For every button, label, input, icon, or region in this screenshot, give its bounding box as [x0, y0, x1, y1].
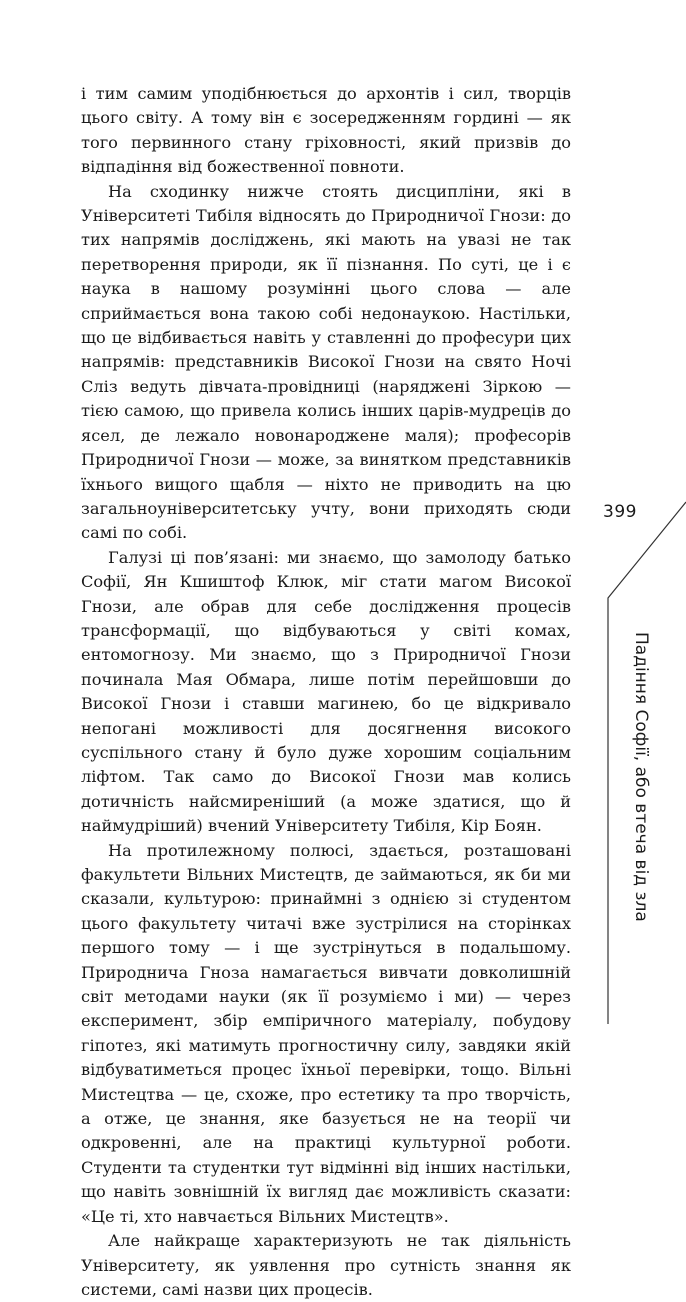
paragraph-1: і тим самим уподібнюється до архонтів і сил, творців цього світу. А тому він є зосередженням гордині — як того первинного стану гріховності, який призвів до відпадіння від божественної повноти.: [81, 84, 571, 177]
main-text: [81, 82, 571, 1302]
paragraph-5: Але найкраще характеризують не так діяльність Університету, як уявлення про сутність знання як системи, самі назви цих процесів.: [81, 1231, 571, 1299]
paragraph-4: На протилежному полюсі, здається, розташовані факультети Вільних Мистецтв, де займаються, як би ми сказали, культурою: принаймні з однією зі студентом цього факультету читачі вже зустрілися на сторінках першого тому — і ще зустрінуться в подальшому. Природнича Гноза намагається вивчати довколишній світ методами науки (як її розуміємо і ми) — через експеримент, збір емпіричного матеріалу, побудову гіпотез, які матимуть прогностичну силу, завдяки якій відбуватиметься процес їхньої перевірки, тощо. Вільні Мистецтва — це, схоже, про естетику та про творчість, а отже, це знання, яке базується не на теорії чи одкровенні, але на практиці культурної роботи. Студенти та студентки тут відмінні від інших настільки, що навіть зовнішній їх вигляд дає можливість сказати: «Це ті, хто навчається Вільних Мистецтв».: [81, 840, 571, 1226]
paragraph-2: На сходинку нижче стоять дисципліни, які в Університеті Тибіля відносять до Природничої Гнози: до тих напрямів досліджень, які мають на увазі не так перетворення природи, як її пізнання. По суті, це і є наука в нашому розумінні цього слова — але сприймається вона такою собі недонаукою. Настільки, що це відбивається навіть у ставленні до професури цих напрямів: представників Високої Гнози на свято Ночі Сліз ведуть дівчата-провідниці (наряджені Зіркою — тією самою, що привела колись інших царів-мудреців до ясел, де лежало новонароджене маля); професорів Природничої Гнози — може, за винятком представників їхнього вищого щабля — ніхто не приводить на цю загальноуніверситетську учту, вони приходять сюди самі по собі.: [81, 181, 571, 543]
running-title: Падіння Софії, або втеча від зла: [631, 632, 651, 922]
page-number: 399: [603, 502, 637, 522]
paragraph-3: Галузі ці пов’язані: ми знаємо, що замолоду батько Софії, Ян Кшиштоф Клюк, міг стати магом Високої Гнози, але обрав для себе дослідження процесів трансформації, що відбуваються у світі комах, ентомогнозу. Ми знаємо, що з Природничої Гнози починала Мая Обмара, лише потім перейшовши до Високої Гнози і ставши магинею, бо це відкривало непогані можливості для досягнення високого суспільного стану й було дуже хорошим соціальним ліфтом. Так само до Високої Гнози мав колись дотичність найсмиреніший (а може здатися, що й наймудріший) вчений Університету Тибіля, Кір Боян.: [81, 547, 571, 836]
